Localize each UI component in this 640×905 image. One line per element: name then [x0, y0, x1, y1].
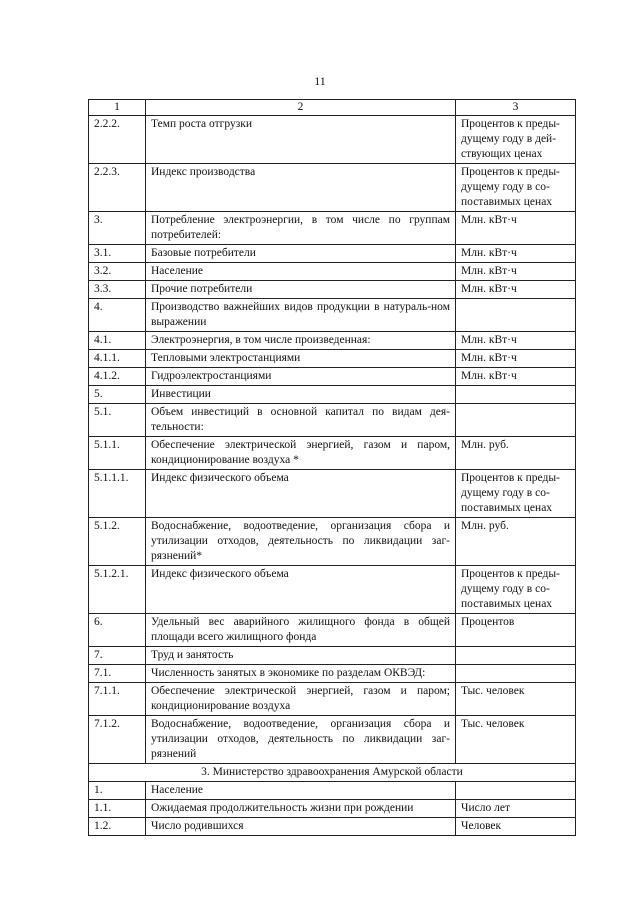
row-indicator-cell: Обеспечение электрической энергией, газом и паром, кондиционирование воздуха *: [146, 437, 456, 470]
table-row: [89, 782, 576, 800]
row-unit-cell: Млн. кВт·ч: [456, 350, 576, 368]
row-indicator-cell: Население: [146, 782, 456, 800]
row-number-cell: 5.1.1.: [89, 437, 146, 470]
row-number-cell: 1.1.: [89, 800, 146, 818]
table-row: [89, 350, 576, 368]
page-number: 11: [314, 74, 326, 88]
row-indicator-cell: Ожидаемая продолжительность жизни при рождении: [146, 800, 456, 818]
section-title: 3. Министерство здравоохранения Амурской области: [89, 764, 576, 782]
row-indicator-cell: Производство важнейших видов продукции в натураль-ном выражении: [146, 299, 456, 332]
row-number-cell: 3.: [89, 212, 146, 245]
header-cell-number: 1: [89, 100, 146, 116]
row-unit-cell: [456, 665, 576, 683]
row-unit-cell: Процентов к преды-дущему году в со-поставимых ценах: [456, 470, 576, 518]
row-unit-cell: Млн. кВт·ч: [456, 212, 576, 245]
row-number-cell: 5.: [89, 386, 146, 404]
row-unit-cell: Человек: [456, 818, 576, 836]
table-row: [89, 212, 576, 245]
table-row: [89, 368, 576, 386]
table-row: [89, 614, 576, 647]
row-unit-cell: Процентов к преды-дущему году в со-поставимых ценах: [456, 164, 576, 212]
row-number-cell: 5.1.2.1.: [89, 566, 146, 614]
row-indicator-cell: Индекс производства: [146, 164, 456, 212]
row-indicator-cell: Труд и занятость: [146, 647, 456, 665]
table-row: [89, 164, 576, 212]
row-unit-cell: Процентов к преды-дущему году в дей-ствующих ценах: [456, 116, 576, 164]
row-unit-cell: Тыс. человек: [456, 716, 576, 764]
table-row: [89, 299, 576, 332]
row-number-cell: 3.1.: [89, 245, 146, 263]
row-indicator-cell: Инвестиции: [146, 386, 456, 404]
row-number-cell: 5.1.: [89, 404, 146, 437]
row-unit-cell: Процентов: [456, 614, 576, 647]
row-unit-cell: Процентов к преды-дущему году в со-поставимых ценах: [456, 566, 576, 614]
table-row: [89, 437, 576, 470]
row-indicator-cell: Индекс физического объема: [146, 566, 456, 614]
indicators-table: [88, 99, 576, 836]
row-indicator-cell: Удельный вес аварийного жилищного фонда в общей площади всего жилищного фонда: [146, 614, 456, 647]
header-cell-unit: 3: [456, 100, 576, 116]
row-unit-cell: [456, 782, 576, 800]
header-cell-indicator: 2: [146, 100, 456, 116]
table-row: [89, 386, 576, 404]
table-row: [89, 518, 576, 566]
table-row: [89, 470, 576, 518]
table-row: [89, 281, 576, 299]
row-indicator-cell: Базовые потребители: [146, 245, 456, 263]
row-number-cell: 6.: [89, 614, 146, 647]
row-indicator-cell: Обеспечение электрической энергией, газом и паром; кондиционирование воздуха: [146, 683, 456, 716]
row-number-cell: 2.2.3.: [89, 164, 146, 212]
row-indicator-cell: Объем инвестиций в основной капитал по видам дея-тельности:: [146, 404, 456, 437]
row-unit-cell: Млн. кВт·ч: [456, 281, 576, 299]
table-row: [89, 116, 576, 164]
table-row: [89, 665, 576, 683]
row-indicator-cell: Численность занятых в экономике по разделам ОКВЭД:: [146, 665, 456, 683]
row-number-cell: 4.: [89, 299, 146, 332]
row-number-cell: 3.3.: [89, 281, 146, 299]
table-header-row: [89, 100, 576, 116]
row-unit-cell: Тыс. человек: [456, 683, 576, 716]
row-indicator-cell: Потребление электроэнергии, в том числе по группам потребителей:: [146, 212, 456, 245]
row-number-cell: 7.: [89, 647, 146, 665]
row-indicator-cell: Гидроэлектростанциями: [146, 368, 456, 386]
row-number-cell: 4.1.2.: [89, 368, 146, 386]
row-number-cell: 2.2.2.: [89, 116, 146, 164]
row-number-cell: 5.1.2.: [89, 518, 146, 566]
table-row: [89, 332, 576, 350]
row-unit-cell: Млн. руб.: [456, 518, 576, 566]
row-indicator-cell: Водоснабжение, водоотведение, организация сбора и утилизации отходов, деятельность по ликвидации заг-рязнений: [146, 716, 456, 764]
row-indicator-cell: Население: [146, 263, 456, 281]
row-number-cell: 1.2.: [89, 818, 146, 836]
row-unit-cell: Млн. руб.: [456, 437, 576, 470]
row-indicator-cell: Тепловыми электростанциями: [146, 350, 456, 368]
row-number-cell: 7.1.1.: [89, 683, 146, 716]
row-unit-cell: Млн. кВт·ч: [456, 245, 576, 263]
table-row: [89, 566, 576, 614]
row-indicator-cell: Электроэнергия, в том числе произведенная:: [146, 332, 456, 350]
row-unit-cell: [456, 404, 576, 437]
row-number-cell: 4.1.: [89, 332, 146, 350]
table-row: [89, 263, 576, 281]
table-row: [89, 716, 576, 764]
row-indicator-cell: Прочие потребители: [146, 281, 456, 299]
table-row: [89, 818, 576, 836]
row-number-cell: 7.1.: [89, 665, 146, 683]
table-row: [89, 404, 576, 437]
row-number-cell: 7.1.2.: [89, 716, 146, 764]
row-unit-cell: [456, 386, 576, 404]
row-number-cell: 4.1.1.: [89, 350, 146, 368]
row-indicator-cell: Число родившихся: [146, 818, 456, 836]
row-unit-cell: [456, 299, 576, 332]
row-indicator-cell: Водоснабжение, водоотведение, организация сбора и утилизации отходов, деятельность по ликвидации заг-рязнений*: [146, 518, 456, 566]
row-unit-cell: Число лет: [456, 800, 576, 818]
table-row: [89, 647, 576, 665]
row-indicator-cell: Темп роста отгрузки: [146, 116, 456, 164]
row-number-cell: 3.2.: [89, 263, 146, 281]
row-number-cell: 1.: [89, 782, 146, 800]
row-indicator-cell: Индекс физического объема: [146, 470, 456, 518]
row-unit-cell: [456, 647, 576, 665]
table-row: [89, 683, 576, 716]
row-number-cell: 5.1.1.1.: [89, 470, 146, 518]
section-title-row: [89, 764, 576, 782]
table-row: [89, 245, 576, 263]
row-unit-cell: Млн. кВт·ч: [456, 332, 576, 350]
row-unit-cell: Млн. кВт·ч: [456, 263, 576, 281]
row-unit-cell: Млн. кВт·ч: [456, 368, 576, 386]
table-row: [89, 800, 576, 818]
